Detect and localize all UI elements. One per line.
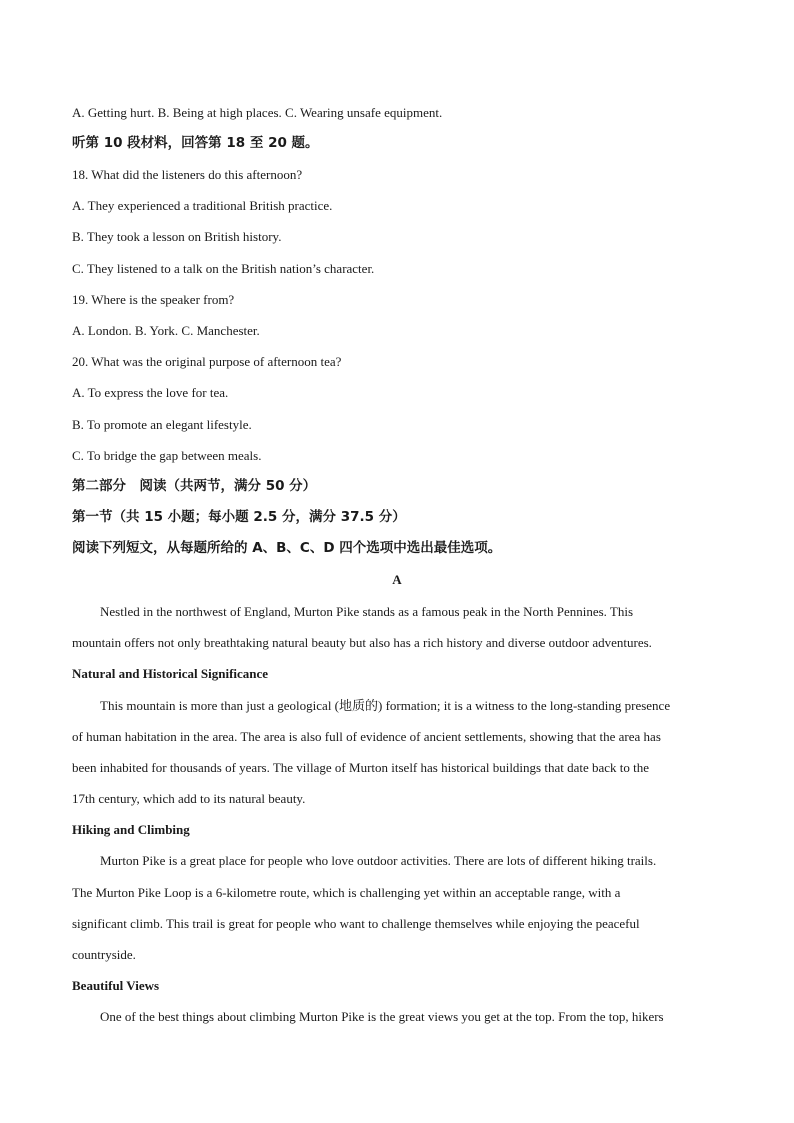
reading-instruction: 阅读下列短文，从每题所给的 A、B、C、D 四个选项中选出最佳选项。 (72, 540, 502, 556)
para1-line: This mountain is more than just a geological (地质的) formation; it is a witness to the long-standing presence (100, 698, 671, 713)
section1-heading: 第一节（共 15 小题；每小题 2.5 分，满分 37.5 分） (72, 509, 406, 525)
q19-question: 19. Where is the speaker from? (72, 292, 235, 307)
intro-line: Nestled in the northwest of England, Murton Pike stands as a famous peak in the North Pennines. This (100, 604, 634, 619)
para1-line: 17th century, which add to its natural beauty. (72, 791, 306, 806)
q20-option-a: A. To express the love for tea. (72, 385, 229, 400)
q18-option-a: A. They experienced a traditional British practice. (72, 198, 333, 213)
para2-line: The Murton Pike Loop is a 6-kilometre route, which is challenging yet within an acceptable range, with a (72, 885, 621, 900)
para2-line: significant climb. This trail is great for people who want to challenge themselves while enjoying the peaceful (72, 916, 640, 931)
para3-line: One of the best things about climbing Murton Pike is the great views you get at the top. From the top, hikers (100, 1009, 664, 1024)
para2-line: Murton Pike is a great place for people who love outdoor activities. There are lots of different hiking trails. (100, 853, 657, 868)
para1-line: been inhabited for thousands of years. The village of Murton itself has historical buildings that date back to the (72, 760, 650, 775)
q18-option-b: B. They took a lesson on British history. (72, 229, 282, 244)
part2-heading: 第二部分 阅读（共两节，满分 50 分） (72, 478, 317, 494)
section-heading-views: Beautiful Views (72, 978, 160, 993)
para1-line: of human habitation in the area. The area is also full of evidence of ancient settlements, showing that the area has (72, 729, 661, 744)
q19-options: A. London. B. York. C. Manchester. (72, 323, 260, 338)
q20-option-c: C. To bridge the gap between meals. (72, 448, 262, 463)
passage-label: A (392, 572, 402, 587)
q17-options: A. Getting hurt. B. Being at high places. C. Wearing unsafe equipment. (72, 105, 443, 120)
q20-option-b: B. To promote an elegant lifestyle. (72, 417, 252, 432)
section-heading-natural-historical: Natural and Historical Significance (72, 666, 269, 681)
q20-question: 20. What was the original purpose of afternoon tea? (72, 354, 342, 369)
q18-option-c: C. They listened to a talk on the British nation’s character. (72, 261, 375, 276)
intro-line: mountain offers not only breathtaking natural beauty but also has a rich history and diverse outdoor adventures. (72, 635, 652, 650)
section-heading-hiking: Hiking and Climbing (72, 822, 190, 837)
para2-line: countryside. (72, 947, 136, 962)
q18-question: 18. What did the listeners do this afternoon? (72, 167, 303, 182)
section10-heading: 听第 10 段材料，回答第 18 至 20 题。 (72, 135, 319, 151)
